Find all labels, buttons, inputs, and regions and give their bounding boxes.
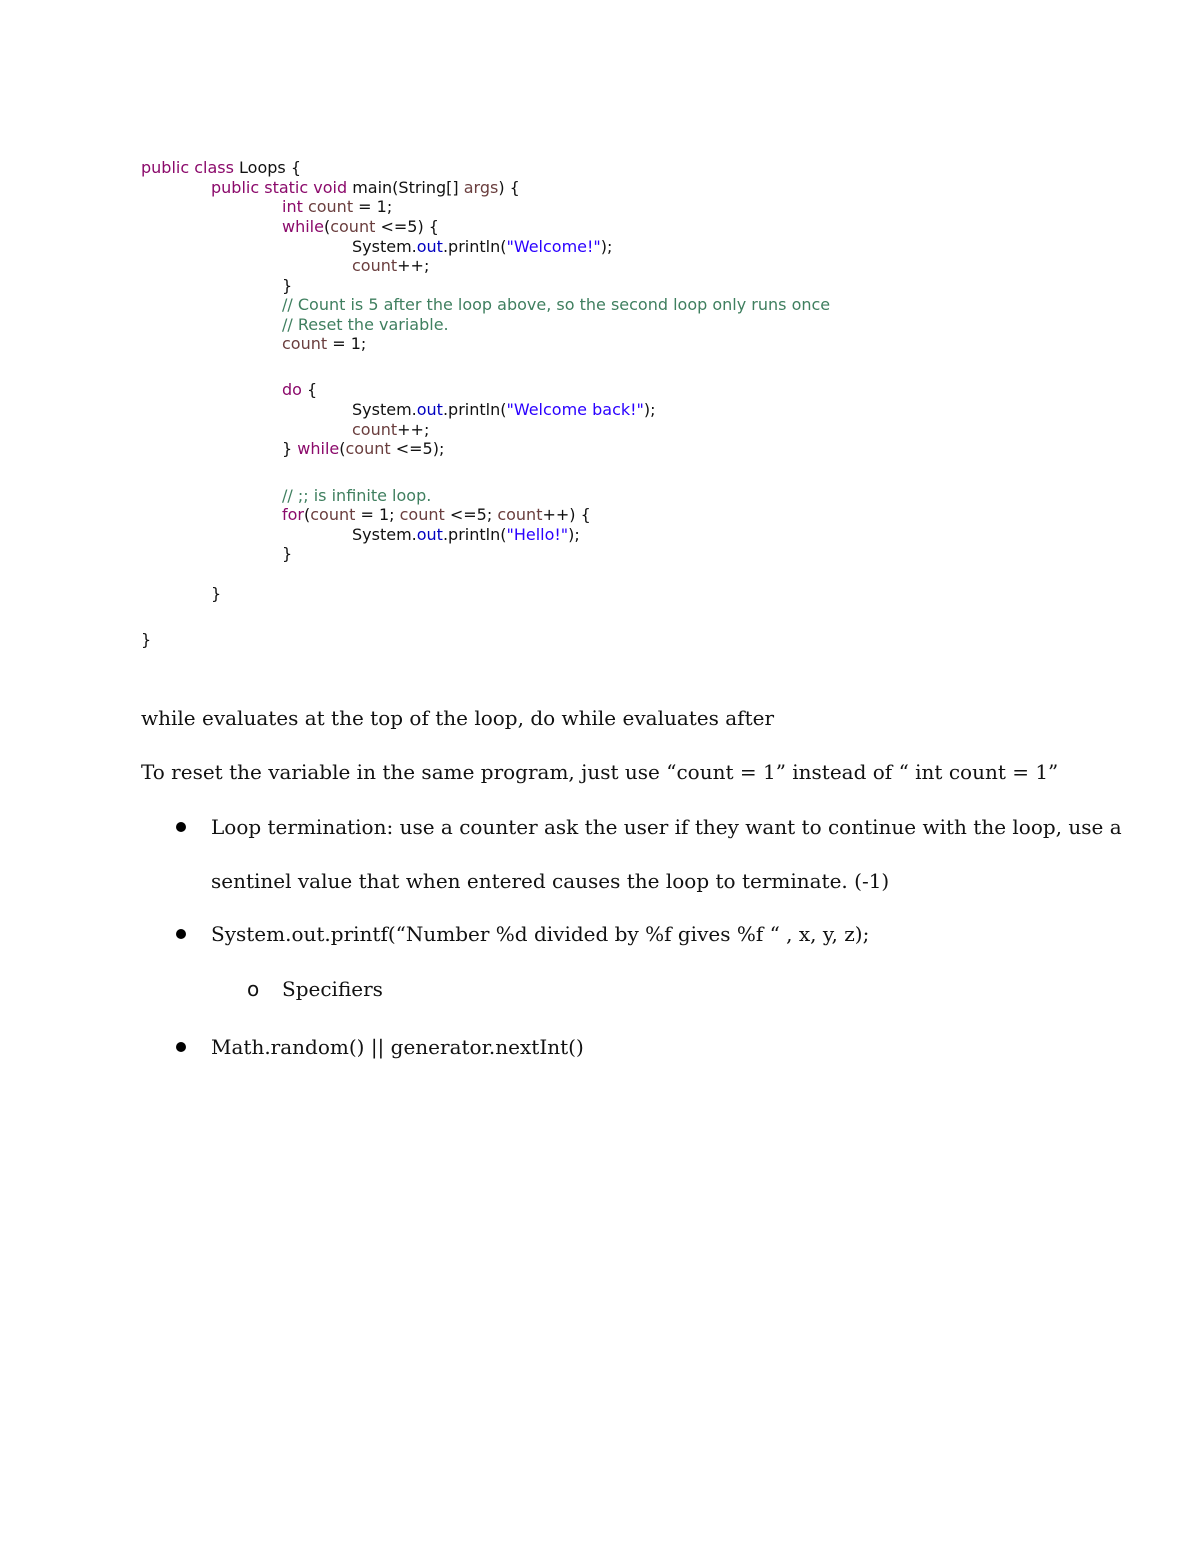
code-token: do <box>282 380 302 399</box>
code-token: count <box>352 420 398 439</box>
code-line <box>282 295 830 315</box>
code-token: out <box>416 400 443 419</box>
code-token: <=5; <box>444 505 498 524</box>
code-token: } <box>282 439 298 458</box>
code-token: "Welcome back!" <box>506 400 644 419</box>
code-line <box>282 486 431 506</box>
code-token: while <box>282 217 324 236</box>
code-token: count <box>282 334 328 353</box>
bullet-icon <box>176 1042 186 1052</box>
code-token: count <box>497 505 543 524</box>
code-line <box>352 525 580 545</box>
code-token: while <box>297 439 340 458</box>
code-line <box>282 380 317 400</box>
code-token: class <box>194 158 240 177</box>
code-token: .println( <box>442 237 507 256</box>
code-token: count <box>352 256 398 275</box>
code-token: System. <box>352 525 417 544</box>
code-token: <=5); <box>390 439 445 458</box>
code-token: count <box>399 505 445 524</box>
code-token: out <box>416 525 443 544</box>
note-reset-variable: To reset the variable in the same program, just use “count = 1” instead of “ int count = 1” <box>141 760 1059 784</box>
code-line <box>282 217 439 237</box>
code-token: public <box>211 178 265 197</box>
code-token: static <box>264 178 314 197</box>
code-line <box>211 178 520 198</box>
code-token: ++) { <box>542 505 591 524</box>
code-token: <=5) { <box>375 217 439 236</box>
code-token: "Welcome!" <box>506 237 601 256</box>
sub-bullet-icon: o <box>247 977 260 1001</box>
code-line <box>141 630 151 650</box>
bullet-printf: System.out.printf(“Number %d divided by %f gives %f “ , x, y, z); <box>211 922 870 946</box>
code-token: } <box>211 584 222 603</box>
code-token: } <box>141 630 152 649</box>
code-token: ( <box>323 217 331 236</box>
code-token: public <box>141 158 195 177</box>
code-line <box>141 158 301 178</box>
code-line <box>211 584 221 604</box>
code-token: ++; <box>397 256 430 275</box>
code-token: for <box>282 505 304 524</box>
code-token: ); <box>600 237 613 256</box>
bullet-loop-termination-line1: Loop termination: use a counter ask the user if they want to continue with the loop, use a <box>211 815 1122 839</box>
code-token: out <box>416 237 443 256</box>
code-token: ( <box>339 439 346 458</box>
code-token: ) { <box>498 178 520 197</box>
code-token: = 1; <box>355 505 400 524</box>
code-token: .println( <box>442 400 507 419</box>
code-token: // Reset the variable. <box>282 315 449 334</box>
code-line <box>282 544 292 564</box>
bullet-icon <box>176 822 186 832</box>
note-while-vs-do-while: while evaluates at the top of the loop, do while evaluates after <box>141 706 775 730</box>
code-line <box>282 197 392 217</box>
code-line <box>282 276 292 296</box>
code-token: System. <box>352 237 417 256</box>
code-token: = 1; <box>327 334 367 353</box>
code-token: Loops { <box>239 158 302 177</box>
code-token: "Hello!" <box>506 525 569 544</box>
code-token: ); <box>643 400 656 419</box>
code-token: System. <box>352 400 417 419</box>
code-token: // Count is 5 after the loop above, so the second loop only runs once <box>282 295 831 314</box>
code-token: // ;; is infinite loop. <box>282 486 432 505</box>
code-line <box>282 315 449 335</box>
code-token: = 1; <box>353 197 393 216</box>
code-token: ++; <box>397 420 430 439</box>
sub-bullet-specifiers: Specifiers <box>282 977 383 1001</box>
bullet-random: Math.random() || generator.nextInt() <box>211 1035 584 1059</box>
code-token: { <box>301 380 318 399</box>
code-line <box>282 505 591 525</box>
code-line <box>352 256 429 276</box>
code-token: main(String[] <box>352 178 464 197</box>
code-token: args <box>463 178 499 197</box>
code-token: count <box>307 197 354 216</box>
code-token: .println( <box>442 525 507 544</box>
code-line <box>352 237 612 257</box>
code-token: ); <box>568 525 580 544</box>
code-token: count <box>330 217 376 236</box>
code-line <box>282 334 366 354</box>
code-token: count <box>345 439 391 458</box>
code-token: } <box>282 276 293 295</box>
bullet-icon <box>176 929 186 939</box>
code-token: } <box>282 544 293 563</box>
code-token: int <box>282 197 308 216</box>
code-line <box>352 400 656 420</box>
code-line <box>352 420 429 440</box>
code-line <box>282 439 444 459</box>
bullet-loop-termination-line2: sentinel value that when entered causes the loop to terminate. (-1) <box>211 869 890 893</box>
code-token: void <box>313 178 353 197</box>
code-token: ( <box>304 505 311 524</box>
code-token: count <box>310 505 356 524</box>
